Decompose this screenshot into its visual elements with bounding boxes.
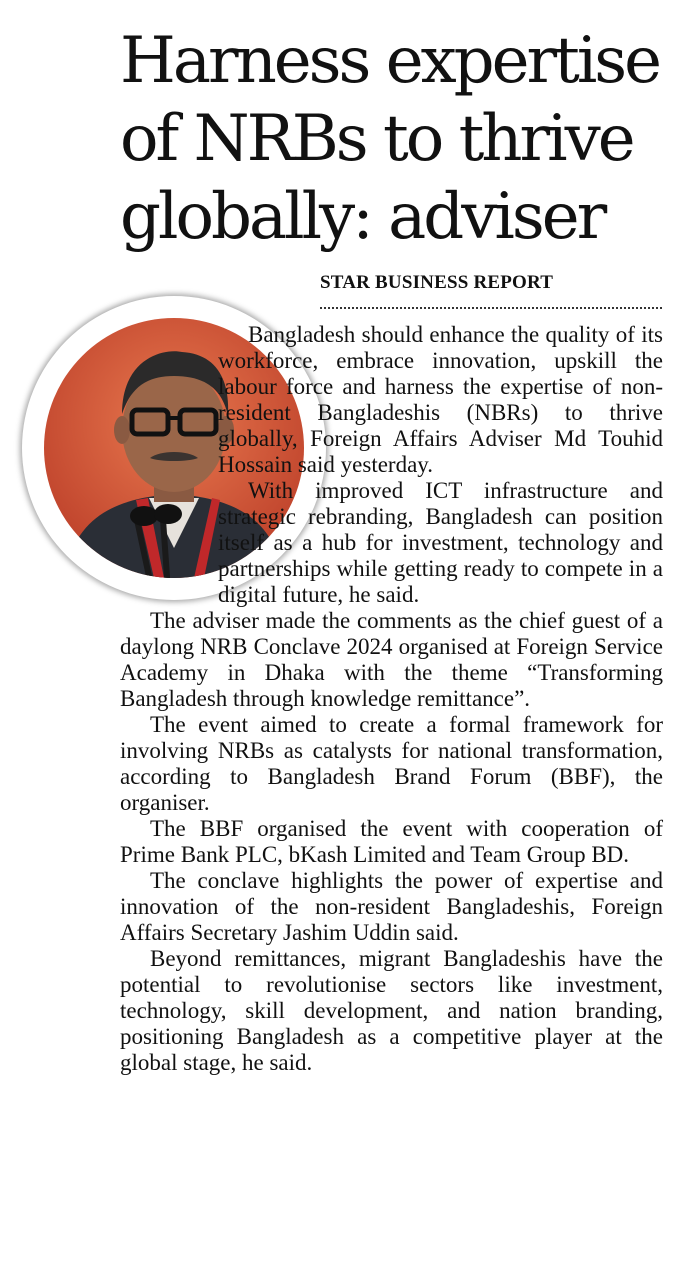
byline: STAR BUSINESS REPORT <box>320 272 554 293</box>
article-paragraph: The BBF organised the event with cooperation of Prime Bank PLC, bKash Limited and Team Group BD. <box>120 816 663 867</box>
headline <box>120 22 676 256</box>
article-paragraph: Bangladesh should enhance the quality of its workforce, embrace innovation, upskill the labour force and harness the expertise of non-resident Bangladeshis (NBRs) to thrive globally, Foreign Affairs Adviser Md Touhid Hossain said yesterday. <box>218 322 663 477</box>
article-body <box>120 322 663 1076</box>
article-paragraph: With improved ICT infrastructure and strategic rebranding, Bangladesh can position itself as a hub for investment, technology and partnerships while getting ready to compete in a digital future, he said. <box>218 478 663 607</box>
headline-line: Harness expertise <box>120 24 659 98</box>
headline-line: globally: adviser <box>120 180 605 254</box>
article-paragraph: The adviser made the comments as the chief guest of a daylong NRB Conclave 2024 organised at Foreign Service Academy in Dhaka with the theme “Transforming Bangladesh through knowledge remittance”. <box>120 608 663 711</box>
article-paragraph: Beyond remittances, migrant Bangladeshis have the potential to revolutionise sectors like investment, technology, skill development, and nation branding, positioning Bangladesh as a competitive player at the global stage, he said. <box>120 946 663 1075</box>
article-paragraph: The event aimed to create a formal framework for involving NRBs as catalysts for national transformation, according to Bangladesh Brand Forum (BBF), the organiser. <box>120 712 663 815</box>
headline-line: of NRBs to thrive <box>120 102 633 176</box>
article-paragraph: The conclave highlights the power of expertise and innovation of the non-resident Bangladeshis, Foreign Affairs Secretary Jashim Uddin said. <box>120 868 663 945</box>
dotted-divider <box>320 307 662 309</box>
